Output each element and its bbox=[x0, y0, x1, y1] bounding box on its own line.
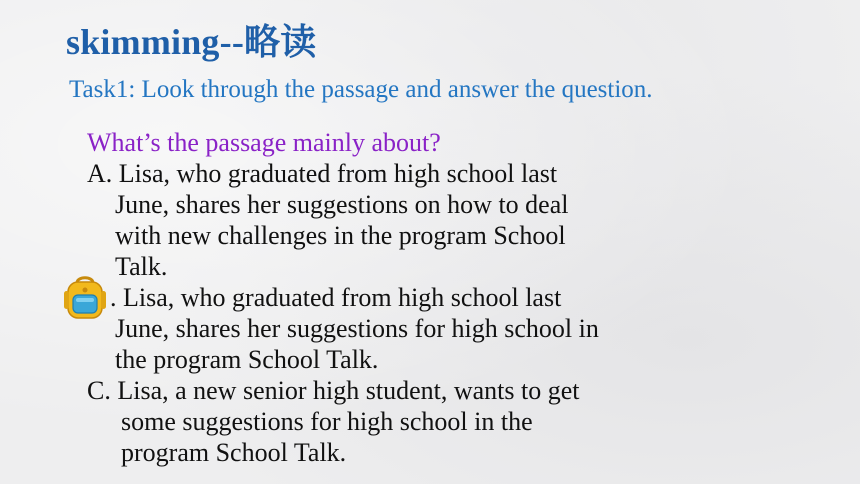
option-b-line-2: June, shares her suggestions for high school in bbox=[115, 314, 599, 343]
option-b-line-1: . Lisa, who graduated from high school last bbox=[110, 283, 562, 312]
option-a bbox=[87, 158, 568, 282]
option-c bbox=[87, 375, 579, 468]
option-b bbox=[87, 282, 599, 375]
option-a-line-2: June, shares her suggestions on how to deal bbox=[115, 190, 569, 219]
slide-title: skimming--略读 bbox=[66, 22, 317, 62]
option-a-line-3: with new challenges in the program School bbox=[115, 221, 566, 250]
option-c-line-2: some suggestions for high school in the bbox=[121, 407, 533, 436]
option-a-line-1: A. Lisa, who graduated from high school last bbox=[87, 159, 558, 188]
option-b-line-3: the program School Talk. bbox=[115, 345, 379, 374]
backpack-icon bbox=[62, 273, 108, 321]
option-c-line-3: program School Talk. bbox=[121, 438, 347, 467]
question-text: What’s the passage mainly about? bbox=[87, 128, 441, 157]
option-c-line-1: C. Lisa, a new senior high student, wants to get bbox=[87, 376, 580, 405]
option-a-line-4: Talk. bbox=[115, 252, 168, 281]
task-instruction: Task1: Look through the passage and answer the question. bbox=[69, 76, 653, 103]
